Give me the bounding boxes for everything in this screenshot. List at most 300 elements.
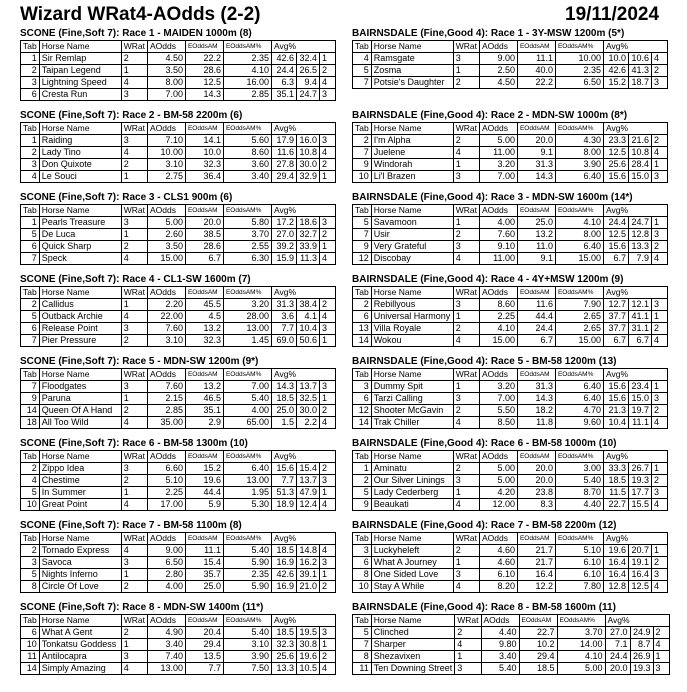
- table-cell: 15.0: [628, 171, 651, 183]
- table-row: [21, 171, 336, 183]
- column-header: WRat: [455, 615, 481, 627]
- header-row: [353, 205, 668, 217]
- table-cell: 5.60: [223, 135, 271, 147]
- table-cell: Tarzi Calling: [371, 393, 453, 405]
- column-header: EOddsAM: [185, 369, 223, 381]
- table-cell: 3.40: [481, 651, 519, 663]
- table-cell: 13.7: [296, 475, 319, 487]
- table-cell: 9.80: [481, 639, 519, 651]
- table-row: [21, 651, 336, 663]
- table-cell: 4: [455, 639, 481, 651]
- table-cell: 4.1: [296, 311, 319, 323]
- table-cell: 4: [319, 147, 335, 159]
- table-cell: 18: [21, 417, 40, 429]
- table-cell: 4: [453, 581, 479, 593]
- column-header: Tab: [353, 205, 372, 217]
- table-cell: 32.9: [296, 171, 319, 183]
- table-cell: 2.55: [223, 241, 271, 253]
- table-cell: 4: [121, 77, 147, 89]
- table-cell: 13.3: [628, 241, 651, 253]
- table-cell: 1: [453, 217, 479, 229]
- table-cell: 1.5: [271, 417, 296, 429]
- table-cell: 3.60: [223, 159, 271, 171]
- column-header: EOddsAM%: [223, 451, 271, 463]
- table-cell: Speck: [39, 253, 121, 265]
- table-cell: 5.10: [555, 545, 603, 557]
- column-header: WRat: [121, 205, 147, 217]
- table-cell: 39.2: [271, 241, 296, 253]
- table-cell: 2.20: [147, 299, 185, 311]
- column-header: AOdds: [479, 533, 517, 545]
- table-cell: 3: [319, 627, 335, 639]
- table-cell: Rebillyous: [371, 299, 453, 311]
- table-row: [21, 417, 336, 429]
- race-heading: BAIRNSDALE (Fine,Good 4): Race 4 - 4Y+MSW 1200m (9): [352, 274, 624, 285]
- race-table: [20, 614, 336, 675]
- table-cell: 21.7: [517, 557, 555, 569]
- table-cell: 16.4: [603, 557, 628, 569]
- page-title: Wizard WRat4-AOdds (2-2): [20, 4, 261, 25]
- table-cell: 24.7: [628, 217, 651, 229]
- table-cell: 2.2: [296, 417, 319, 429]
- table-cell: 4: [453, 147, 479, 159]
- table-cell: 3: [653, 663, 669, 675]
- table-cell: 6.7: [603, 253, 628, 265]
- table-cell: Ramsgate: [371, 53, 453, 65]
- race-table: [352, 532, 668, 593]
- table-row: [21, 241, 336, 253]
- table-cell: Great Point: [39, 499, 121, 511]
- table-row: [353, 557, 668, 569]
- table-cell: 4: [121, 499, 147, 511]
- table-cell: 31.3: [271, 299, 296, 311]
- table-row: [353, 217, 668, 229]
- table-cell: 3: [121, 135, 147, 147]
- table-cell: 4: [651, 417, 667, 429]
- column-header: AOdds: [479, 451, 517, 463]
- table-cell: 14: [21, 663, 40, 675]
- table-cell: 2: [353, 299, 372, 311]
- table-cell: Usir: [371, 229, 453, 241]
- table-cell: 28.6: [185, 65, 223, 77]
- table-cell: 33.9: [296, 241, 319, 253]
- header-row: [21, 451, 336, 463]
- column-header: EOddsAM: [517, 451, 555, 463]
- table-cell: 5: [21, 487, 40, 499]
- table-row: [353, 475, 668, 487]
- table-cell: 7.40: [147, 651, 185, 663]
- table-cell: 1: [651, 159, 667, 171]
- table-cell: 9: [353, 499, 372, 511]
- table-cell: 15.5: [628, 499, 651, 511]
- table-cell: 26.7: [628, 463, 651, 475]
- table-cell: 21.6: [628, 135, 651, 147]
- table-cell: 3: [121, 463, 147, 475]
- table-cell: 10.0: [185, 147, 223, 159]
- table-cell: 1: [453, 381, 479, 393]
- table-cell: 13.00: [223, 323, 271, 335]
- table-cell: 4: [21, 475, 40, 487]
- table-cell: 5.90: [223, 581, 271, 593]
- table-cell: 9.00: [147, 545, 185, 557]
- table-cell: Clinched: [371, 627, 455, 639]
- table-cell: 8.50: [479, 417, 517, 429]
- table-row: [353, 253, 668, 265]
- race-block: [20, 356, 340, 438]
- table-cell: 50.6: [296, 335, 319, 347]
- table-cell: 4: [453, 417, 479, 429]
- table-cell: 10: [21, 499, 40, 511]
- table-cell: 18.2: [517, 405, 555, 417]
- race-table: [20, 368, 336, 429]
- table-cell: 5.90: [223, 557, 271, 569]
- table-cell: Potsie's Daughter: [371, 77, 453, 89]
- table-cell: 15.00: [147, 253, 185, 265]
- table-cell: 37.7: [603, 323, 628, 335]
- table-cell: 3: [319, 381, 335, 393]
- table-cell: 15.9: [271, 253, 296, 265]
- table-cell: 32.7: [296, 229, 319, 241]
- table-cell: 11.1: [628, 417, 651, 429]
- table-cell: 1: [651, 311, 667, 323]
- table-cell: 3.40: [147, 639, 185, 651]
- table-cell: I'm Alpha: [371, 135, 453, 147]
- table-cell: 7: [353, 639, 372, 651]
- table-cell: 14: [21, 405, 40, 417]
- table-cell: 15.4: [296, 463, 319, 475]
- table-cell: 24.4: [517, 323, 555, 335]
- table-row: [21, 89, 336, 101]
- race-block: [20, 28, 340, 110]
- table-cell: All Too Wild: [39, 417, 121, 429]
- table-cell: 2: [651, 557, 667, 569]
- table-cell: 5.40: [555, 475, 603, 487]
- table-cell: 2.50: [479, 65, 517, 77]
- column-header: Tab: [21, 533, 40, 545]
- table-row: [353, 159, 668, 171]
- table-cell: 1: [453, 487, 479, 499]
- table-cell: Shezavixen: [371, 651, 455, 663]
- race-table: [352, 122, 668, 183]
- table-cell: 11.5: [603, 487, 628, 499]
- column-header: AOdds: [147, 533, 185, 545]
- column-header: AOdds: [147, 123, 185, 135]
- table-cell: 12.5: [603, 147, 628, 159]
- table-cell: 10.4: [603, 417, 628, 429]
- table-cell: 7.1: [605, 639, 630, 651]
- race-block: [20, 274, 340, 356]
- table-cell: Wokou: [371, 335, 453, 347]
- column-header: Horse Name: [371, 123, 453, 135]
- header-row: [21, 41, 336, 53]
- race-heading: SCONE (Fine,Soft 7): Race 3 - CLS1 900m (6): [20, 192, 233, 203]
- table-cell: 22.7: [519, 627, 557, 639]
- column-header: WRat: [121, 287, 147, 299]
- header-row: [353, 41, 668, 53]
- table-row: [21, 663, 336, 675]
- table-cell: 32.3: [185, 335, 223, 347]
- table-cell: 6: [21, 323, 40, 335]
- table-row: [21, 229, 336, 241]
- table-cell: 6.60: [147, 463, 185, 475]
- column-header: Avg%: [605, 615, 669, 627]
- table-cell: 3: [21, 159, 40, 171]
- table-row: [353, 417, 668, 429]
- table-row: [353, 135, 668, 147]
- table-cell: 5.80: [223, 217, 271, 229]
- table-cell: 3: [453, 393, 479, 405]
- header-row: [21, 123, 336, 135]
- table-cell: 13.00: [147, 663, 185, 675]
- table-cell: Sir Remlap: [39, 53, 121, 65]
- table-cell: 3.50: [147, 241, 185, 253]
- table-cell: 6.50: [147, 557, 185, 569]
- race-heading: SCONE (Fine,Soft 7): Race 8 - MDN-SW 1400m (11*): [20, 602, 264, 613]
- table-cell: 25.6: [271, 651, 296, 663]
- column-header: Avg%: [271, 41, 335, 53]
- table-cell: 7.00: [147, 89, 185, 101]
- table-cell: 33.3: [603, 463, 628, 475]
- column-header: WRat: [453, 533, 479, 545]
- table-cell: 7.10: [147, 135, 185, 147]
- table-cell: 44.4: [517, 311, 555, 323]
- column-header: Horse Name: [39, 41, 121, 53]
- table-cell: 29.4: [271, 171, 296, 183]
- table-cell: 5: [353, 627, 372, 639]
- table-cell: 22.2: [185, 53, 223, 65]
- table-cell: 2: [121, 241, 147, 253]
- table-cell: 10.6: [628, 53, 651, 65]
- table-cell: 5.00: [479, 463, 517, 475]
- table-cell: 1: [121, 171, 147, 183]
- table-cell: Raiding: [39, 135, 121, 147]
- table-cell: 6.30: [223, 253, 271, 265]
- column-header: Avg%: [271, 287, 335, 299]
- table-cell: 3: [319, 323, 335, 335]
- table-row: [353, 545, 668, 557]
- table-cell: 39.1: [296, 569, 319, 581]
- table-cell: 6.10: [555, 569, 603, 581]
- column-header: Tab: [21, 123, 40, 135]
- race-heading: SCONE (Fine,Soft 7): Race 7 - BM-58 1100m (8): [20, 520, 242, 531]
- race-heading: BAIRNSDALE (Fine,Good 4): Race 1 - 3Y-MSW 1200m (5*): [352, 28, 625, 39]
- table-cell: 1: [651, 545, 667, 557]
- column-header: Avg%: [603, 451, 667, 463]
- column-header: AOdds: [147, 369, 185, 381]
- table-cell: 6: [21, 627, 40, 639]
- table-cell: 7.00: [223, 381, 271, 393]
- table-cell: 7.50: [223, 663, 271, 675]
- table-cell: 9.1: [517, 253, 555, 265]
- table-cell: 4.00: [223, 405, 271, 417]
- table-cell: 30.8: [296, 639, 319, 651]
- table-cell: 4.40: [555, 499, 603, 511]
- header-row: [353, 451, 668, 463]
- column-header: Horse Name: [39, 615, 121, 627]
- table-cell: 19.6: [185, 475, 223, 487]
- race-block: [352, 110, 672, 192]
- table-cell: Queen Of A Hand: [39, 405, 121, 417]
- race-table: [352, 286, 668, 347]
- table-cell: Villa Royale: [371, 323, 453, 335]
- table-cell: 3: [319, 89, 335, 101]
- table-cell: Sharper: [371, 639, 455, 651]
- table-cell: 8.60: [223, 147, 271, 159]
- table-cell: 13.2: [517, 229, 555, 241]
- table-row: [353, 147, 668, 159]
- table-cell: 2: [319, 463, 335, 475]
- table-cell: 2: [653, 627, 669, 639]
- table-cell: 4.10: [557, 651, 605, 663]
- table-cell: 4.00: [479, 217, 517, 229]
- column-header: EOddsAM: [185, 123, 223, 135]
- table-cell: Li'l Brazen: [371, 171, 453, 183]
- table-row: [353, 487, 668, 499]
- column-header: Avg%: [603, 123, 667, 135]
- table-cell: Quick Sharp: [39, 241, 121, 253]
- table-cell: 3: [453, 171, 479, 183]
- table-cell: 4.90: [147, 627, 185, 639]
- header-row: [21, 533, 336, 545]
- table-row: [21, 159, 336, 171]
- header-row: [353, 369, 668, 381]
- table-cell: 38.4: [296, 299, 319, 311]
- table-cell: 2.85: [223, 89, 271, 101]
- table-cell: 2.15: [147, 393, 185, 405]
- column-header: Horse Name: [39, 123, 121, 135]
- column-header: EOddsAM: [517, 41, 555, 53]
- table-cell: 6.40: [555, 381, 603, 393]
- table-cell: 35.7: [185, 569, 223, 581]
- table-cell: Callidus: [39, 299, 121, 311]
- column-header: Tab: [353, 451, 372, 463]
- table-cell: 2: [121, 335, 147, 347]
- table-cell: 2: [651, 475, 667, 487]
- table-cell: 14.3: [517, 171, 555, 183]
- table-cell: 32.5: [296, 393, 319, 405]
- table-cell: 15.00: [479, 335, 517, 347]
- table-cell: 2: [319, 65, 335, 77]
- table-cell: 18.7: [628, 77, 651, 89]
- table-cell: 2.80: [147, 569, 185, 581]
- table-cell: 6.40: [555, 241, 603, 253]
- race-block: [352, 356, 672, 438]
- column-header: Avg%: [603, 205, 667, 217]
- table-cell: Pearls Treasure: [39, 217, 121, 229]
- table-cell: 16.0: [296, 135, 319, 147]
- table-cell: 4: [319, 311, 335, 323]
- table-cell: 3.10: [147, 159, 185, 171]
- table-cell: Simply Amazing: [39, 663, 121, 675]
- table-cell: 4: [121, 147, 147, 159]
- table-cell: 6: [353, 393, 372, 405]
- table-cell: 2.25: [147, 487, 185, 499]
- column-header: Avg%: [271, 533, 335, 545]
- table-cell: 36.4: [185, 171, 223, 183]
- race-heading: SCONE (Fine,Soft 7): Race 4 - CL1-SW 1600m (7): [20, 274, 251, 285]
- table-cell: 8: [353, 651, 372, 663]
- table-cell: 2: [453, 77, 479, 89]
- table-cell: 18.9: [271, 499, 296, 511]
- table-cell: 4: [121, 545, 147, 557]
- table-cell: 6.40: [223, 463, 271, 475]
- table-cell: Beaukati: [371, 499, 453, 511]
- table-cell: 12.5: [603, 229, 628, 241]
- table-cell: 15.4: [185, 557, 223, 569]
- table-cell: 24.7: [296, 89, 319, 101]
- table-row: [21, 639, 336, 651]
- column-header: Avg%: [603, 41, 667, 53]
- table-cell: 12.2: [517, 581, 555, 593]
- column-header: WRat: [121, 615, 147, 627]
- table-cell: 31.1: [628, 323, 651, 335]
- table-cell: 3.90: [223, 651, 271, 663]
- table-cell: 26.9: [630, 651, 653, 663]
- column-header: AOdds: [147, 615, 185, 627]
- table-cell: 9: [21, 393, 40, 405]
- table-cell: 14.00: [557, 639, 605, 651]
- table-cell: 16.9: [271, 557, 296, 569]
- table-cell: 3.20: [223, 299, 271, 311]
- table-cell: 4.60: [479, 545, 517, 557]
- race-table: [352, 450, 668, 511]
- table-cell: 27.8: [271, 159, 296, 171]
- table-cell: 1: [319, 639, 335, 651]
- table-cell: 7: [21, 335, 40, 347]
- table-cell: 4: [453, 499, 479, 511]
- table-cell: 7.60: [147, 323, 185, 335]
- table-cell: 15.6: [271, 463, 296, 475]
- column-header: AOdds: [479, 41, 517, 53]
- column-header: EOddsAM%: [555, 123, 603, 135]
- table-row: [353, 323, 668, 335]
- table-cell: 11.1: [185, 545, 223, 557]
- column-header: WRat: [121, 451, 147, 463]
- table-cell: 1: [319, 53, 335, 65]
- table-row: [353, 335, 668, 347]
- column-header: WRat: [453, 451, 479, 463]
- column-header: EOddsAM%: [223, 287, 271, 299]
- column-header: Tab: [353, 287, 372, 299]
- table-cell: 4.40: [481, 627, 519, 639]
- table-cell: 12.8: [628, 229, 651, 241]
- table-cell: 14.3: [271, 381, 296, 393]
- table-cell: 20.0: [517, 463, 555, 475]
- table-cell: 26.5: [296, 65, 319, 77]
- table-cell: 2.25: [479, 311, 517, 323]
- column-header: WRat: [453, 123, 479, 135]
- table-cell: 4: [651, 53, 667, 65]
- table-cell: 1: [319, 241, 335, 253]
- table-cell: 3: [121, 557, 147, 569]
- table-cell: In Summer: [39, 487, 121, 499]
- table-cell: 19.6: [296, 651, 319, 663]
- table-cell: 7.60: [479, 229, 517, 241]
- column-header: WRat: [453, 41, 479, 53]
- table-cell: 5.30: [223, 499, 271, 511]
- table-cell: 12.7: [603, 299, 628, 311]
- table-cell: 8.7: [630, 639, 653, 651]
- table-cell: 24.4: [605, 651, 630, 663]
- table-cell: 4: [653, 639, 669, 651]
- table-cell: 7.7: [271, 323, 296, 335]
- table-cell: Shooter McGavin: [371, 405, 453, 417]
- table-cell: 11.6: [517, 299, 555, 311]
- table-cell: Nights Inferno: [39, 569, 121, 581]
- table-cell: Savoca: [39, 557, 121, 569]
- table-cell: 19.3: [630, 663, 653, 675]
- table-cell: 2: [453, 323, 479, 335]
